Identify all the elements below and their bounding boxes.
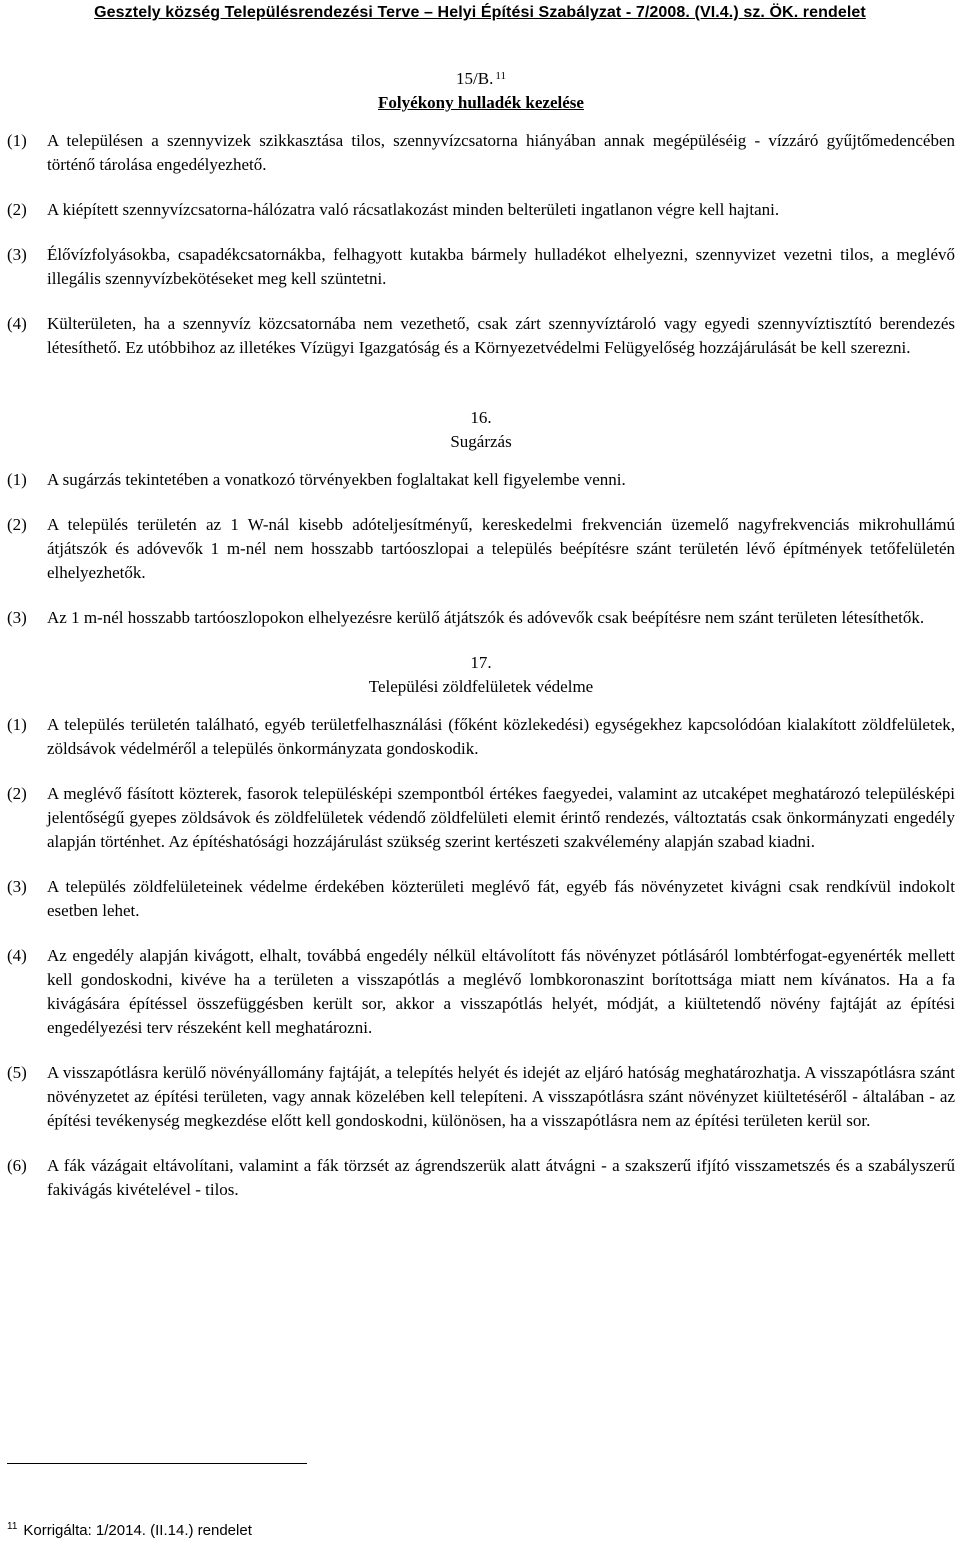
document-body [7, 67, 955, 1202]
section-number: 16. [470, 408, 492, 427]
section-17-heading [7, 651, 955, 699]
paragraph-text: Külterületen, ha a szennyvíz közcsatornába nem vezethető, csak zárt szennyvíztároló vagy egyedi szennyvíztisztító berendezés létesíthető. Ez utóbbihoz az illetékes Vízügyi Igazgatóság és a Környezetvédelmi Felügyelőség hozzájárulását be kell szerezni. [47, 314, 955, 357]
footnote-separator [7, 1463, 307, 1464]
section-16-heading [7, 406, 955, 454]
section-title: Folyékony hulladék kezelése [378, 93, 584, 112]
paragraph-text: A település zöldfelületeinek védelme érdekében közterületi meglévő fát, egyéb fás növényzetet kivágni csak rendkívül indokolt esetben lehet. [47, 877, 955, 920]
paragraph [7, 468, 955, 492]
running-header: Gesztely község Településrendezési Terve – Helyi Építési Szabályzat - 7/2008. (VI.4.) sz. ÖK. rendelet [94, 4, 866, 21]
paragraph-number: (2) [7, 784, 27, 803]
paragraph-text: Az 1 m-nél hosszabb tartóoszlopokon elhelyezésre kerülő átjátszók és adóvevők csak beépítésre nem szánt területen létesíthetők. [47, 608, 925, 627]
paragraph-number: (3) [7, 245, 27, 264]
paragraph-number: (1) [7, 131, 27, 150]
paragraph [7, 713, 955, 761]
footnote [7, 1522, 252, 1542]
paragraph-number: (3) [7, 877, 27, 896]
section-title: Sugárzás [450, 432, 512, 451]
paragraph-number: (1) [7, 715, 27, 734]
paragraph [7, 606, 955, 630]
paragraph-number: (2) [7, 200, 27, 219]
paragraph-text: A település területén az 1 W-nál kisebb adóteljesítményű, kereskedelmi frekvencián üzemelő nagyfrekvenciás mikrohullámú átjátszók és adóvevők 1 m-nél nem hosszabb tartóoszlopai a település beépítésre szánt területén lévő építmények tetőfelületén elhelyezhetők. [47, 515, 955, 582]
paragraph-text: A sugárzás tekintetében a vonatkozó törvényekben foglaltakat kell figyelembe venni. [47, 470, 626, 489]
paragraph [7, 1061, 955, 1133]
paragraph-number: (3) [7, 608, 27, 627]
paragraph-number: (5) [7, 1063, 27, 1082]
section-number-text: 15/B. [456, 69, 494, 88]
paragraph-text: A kiépített szennyvízcsatorna-hálózatra való rácsatlakozást minden belterületi ingatlanon végre kell hajtani. [47, 200, 780, 219]
paragraph [7, 944, 955, 1040]
footnote-reference[interactable]: 11 [495, 70, 506, 82]
section-number [7, 67, 955, 91]
paragraph [7, 312, 955, 360]
paragraph [7, 1154, 955, 1202]
paragraph [7, 875, 955, 923]
paragraph-text: A visszapótlásra kerülő növényállomány fajtáját, a telepítés helyét és idejét az eljáró hatóság meghatározhatja. A visszapótlásra szánt növényzetet az építési területen, vagy annak közelében kell telepíteni. A visszapótlásra szánt növényzet kiültetéséről - általában - az építési tevékenység megkezdése előtt kell gondoskodni, különösen, ha a visszapótlásra nem az építési területen kerül sor. [47, 1063, 955, 1130]
section-15b-heading [7, 67, 955, 115]
paragraph-text: A meglévő fásított közterek, fasorok településképi szempontból értékes faegyedei, valamint az utcaképet meghatározó településképi jelentőségű gyepes zöldsávok és zöldfelületek védendő zöldfelületi elemit érintő rendezés, változtatás csak önkormányzati engedély alapján történhet. Az építéshatósági hozzájárulást szükség szerint kertészeti szakvélemény alapján szabad kiadni. [47, 784, 955, 851]
paragraph-number: (4) [7, 946, 27, 965]
section-title: Települési zöldfelületek védelme [368, 677, 594, 696]
paragraph [7, 782, 955, 854]
paragraph-number: (2) [7, 515, 27, 534]
section-number: 17. [470, 653, 492, 672]
paragraph-text: A település területén található, egyéb területfelhasználási (főként közlekedési) egységekhez kapcsolódóan kialakított zöldfelületek, zöldsávok védelméről a település önkormányzata gondoskodik. [47, 715, 955, 758]
paragraph-text: Az engedély alapján kivágott, elhalt, továbbá engedély nélkül eltávolított fás növényzet pótlásáról lombtérfogat-egyenérték mellett kell gondoskodni, kivéve ha a területen a visszapótlás a meglévő lombkoronaszint borítottsága miatt nem kívánatos. Ha a fa kivágására építéssel összefüggésben került sor, akkor a visszapótlás helyét, módját, a kiültetendő növény fajtáját az építési engedélyezési terv részeként kell meghatározni. [47, 946, 955, 1037]
paragraph-text: A településen a szennyvizek szikkasztása tilos, szennyvízcsatorna hiányában annak megépüléséig - vízzáró gyűjtőmedencében történő tárolása engedélyezhető. [47, 131, 955, 174]
paragraph-text: Élővízfolyásokba, csapadékcsatornákba, felhagyott kutakba bármely hulladékot elhelyezni, szennyvizet vezetni tilos, a meglévő illegális szennyvízbekötéseket meg kell szüntetni. [47, 245, 955, 288]
paragraph-number: (1) [7, 470, 27, 489]
footnote-mark: 11 [7, 1521, 18, 1532]
paragraph-number: (4) [7, 314, 27, 333]
paragraph-text: A fák vázágait eltávolítani, valamint a fák törzsét az ágrendszerük alatt átvágni - a szakszerű ifjító visszametszés és a szabályszerű fakivágás kivételével - tilos. [47, 1156, 955, 1199]
paragraph [7, 129, 955, 177]
footnote-text: Korrigálta: 1/2014. (II.14.) rendelet [23, 1522, 252, 1539]
paragraph-number: (6) [7, 1156, 27, 1175]
paragraph [7, 513, 955, 585]
paragraph [7, 243, 955, 291]
paragraph [7, 198, 955, 222]
